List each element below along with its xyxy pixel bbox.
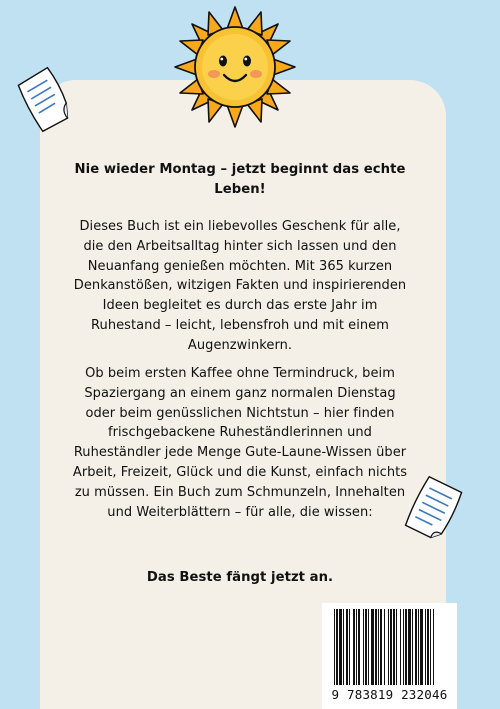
barcode-bar [400, 609, 401, 685]
barcode-bar [368, 609, 369, 685]
barcode-bar [412, 609, 413, 685]
barcode-bar [403, 609, 404, 685]
barcode-bar [375, 609, 377, 685]
description-paragraph-1: Dieses Buch ist ein liebevolles Geschenk für alle, die den Arbeitsalltag hinter sich lassen und den Neuanfang genießen möchten. Mit 365 kurzen Denkanstößen, witzigen Fakten und inspirierenden Ideen begleitet es durch das erste Jahr im Ruhestand – leicht, lebensfroh und mit einem Augenzwinkern. [73, 219, 407, 353]
headline: Nie wieder Montag – jetzt beginnt das echte Leben! [74, 162, 406, 197]
barcode-bar [427, 609, 429, 685]
barcode-icon [322, 603, 457, 687]
barcode-bar [393, 609, 395, 685]
barcode-bar [363, 609, 364, 685]
barcode-bar [396, 609, 397, 685]
barcode-bar [420, 609, 423, 685]
barcode-bar [349, 609, 350, 685]
barcode-bar [408, 609, 411, 685]
isbn-number: 9 783819 232046 [331, 687, 448, 702]
barcode-bar [430, 609, 431, 685]
barcode-bar [365, 609, 367, 685]
description-paragraph-2: Ob beim ersten Kaffee ohne Termindruck, beim Spaziergang an einem ganz normalen Dienstag oder beim genüsslichen Nichtstun – hier finden frischgebackene Ruheständlerinnen und Ruheständler jede Menge Gute-Laune-Wissen über Arbeit, Freizeit, Glück und die Kunst, einfach nichts zu müssen. Ein Buch zum Schmunzeln, Innehalten und Weiterblättern – für alle, die wissen: [72, 366, 408, 520]
barcode-bar [418, 609, 419, 685]
isbn-barcode [322, 603, 457, 709]
barcode-bar [390, 609, 392, 685]
barcode-bar [425, 609, 426, 685]
barcode-bar [343, 609, 344, 685]
barcode-bar [334, 609, 335, 685]
barcode-bar [339, 609, 342, 685]
barcode-bar [433, 609, 434, 685]
closing-line: Das Beste fängt jetzt an. [146, 570, 334, 585]
paper-sheet-icon [16, 62, 76, 136]
barcode-bar [358, 609, 360, 685]
barcode-bar [336, 609, 338, 685]
barcode-bar [356, 609, 357, 685]
barcode-bar [353, 609, 355, 685]
barcode-bar [380, 609, 382, 685]
smiling-sun-icon [173, 5, 297, 129]
barcode-bar [346, 609, 348, 685]
barcode-bar [405, 609, 407, 685]
barcode-bar [388, 609, 389, 685]
barcode-bar [378, 609, 379, 685]
barcode-bar [371, 609, 374, 685]
barcode-bar [384, 609, 385, 685]
barcode-bar [415, 609, 417, 685]
paper-sheet-icon [402, 470, 466, 546]
